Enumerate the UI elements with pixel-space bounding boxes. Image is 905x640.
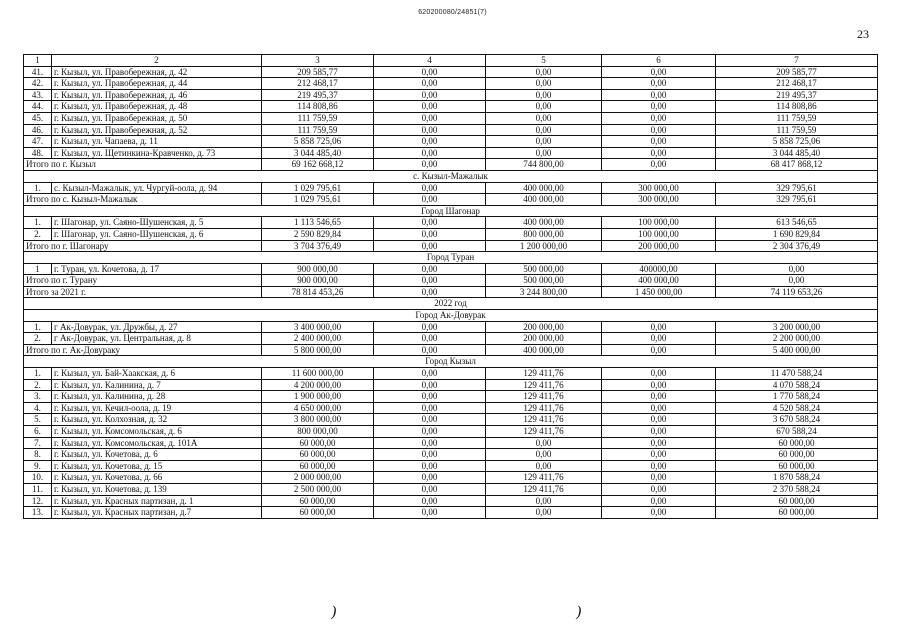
amount-cell: 500 000,00 <box>486 263 602 275</box>
table-row <box>24 507 878 519</box>
amount-cell: 0,00 <box>602 368 716 380</box>
amount-cell: 0,00 <box>602 402 716 414</box>
amount-cell: 200 000,00 <box>486 333 602 345</box>
amount-cell: 209 585,77 <box>262 66 374 78</box>
row-number: 2. <box>24 379 52 391</box>
amount-cell: 100 000,00 <box>602 217 716 229</box>
row-number: 1. <box>24 368 52 380</box>
amount-cell: 0,00 <box>374 495 486 507</box>
address-cell: г Ак-Довурак, ул. Центральная, д. 8 <box>52 333 262 345</box>
table-row <box>24 147 878 159</box>
column-header: 3 <box>262 55 374 67</box>
amount-cell: 212 468,17 <box>716 78 878 90</box>
row-number: 41. <box>24 66 52 78</box>
address-cell: г. Кызыл, ул. Правобережная, д. 50 <box>52 112 262 124</box>
amount-cell: 0,00 <box>486 437 602 449</box>
amount-cell: 3 704 376,49 <box>262 240 374 252</box>
amount-cell: 129 411,76 <box>486 472 602 484</box>
amount-cell: 400 000,00 <box>486 194 602 206</box>
amount-cell: 0,00 <box>374 66 486 78</box>
address-cell: г. Кызыл, ул. Кечил-оола, д. 19 <box>52 402 262 414</box>
row-number: 2. <box>24 228 52 240</box>
amount-cell: 329 795,61 <box>716 182 878 194</box>
amount-cell: 0,00 <box>374 507 486 519</box>
column-header: 4 <box>374 55 486 67</box>
amount-cell: 0,00 <box>602 124 716 136</box>
row-number: 10. <box>24 472 52 484</box>
amount-cell: 111 759,59 <box>716 112 878 124</box>
address-cell: г. Шагонар, ул. Саяно-Шушенская, д. 6 <box>52 228 262 240</box>
table-row <box>24 263 878 275</box>
table-body <box>24 55 878 519</box>
table-row <box>24 89 878 101</box>
amount-cell: 0,00 <box>486 507 602 519</box>
amount-cell: 0,00 <box>374 402 486 414</box>
section-heading-row <box>24 170 878 182</box>
amount-cell: 744 800,00 <box>486 159 602 171</box>
amount-cell: 0,00 <box>374 217 486 229</box>
row-number: 9. <box>24 460 52 472</box>
row-number: 1. <box>24 182 52 194</box>
row-number: 44. <box>24 101 52 113</box>
amount-cell: 0,00 <box>374 426 486 438</box>
amount-cell: 0,00 <box>374 101 486 113</box>
amount-cell: 11 600 000,00 <box>262 368 374 380</box>
amount-cell: 60 000,00 <box>716 449 878 461</box>
column-header: 6 <box>602 55 716 67</box>
amount-cell: 0,00 <box>602 379 716 391</box>
row-number: 7. <box>24 437 52 449</box>
total-label: Итого по г. Кызыл <box>24 159 262 171</box>
signature-mark: ) <box>331 603 337 621</box>
row-number: 3. <box>24 391 52 403</box>
table-row <box>24 402 878 414</box>
section-heading: Город Ак-Довурак <box>24 310 878 322</box>
amount-cell: 0,00 <box>602 321 716 333</box>
amount-cell: 300 000,00 <box>602 182 716 194</box>
row-number: 42. <box>24 78 52 90</box>
amount-cell: 60 000,00 <box>716 437 878 449</box>
table-row <box>24 136 878 148</box>
amount-cell: 0,00 <box>716 275 878 287</box>
row-number: 13. <box>24 507 52 519</box>
amount-cell: 2 590 829,84 <box>262 228 374 240</box>
amount-cell: 400000,00 <box>602 263 716 275</box>
amount-cell: 0,00 <box>374 136 486 148</box>
amount-cell: 300 000,00 <box>602 194 716 206</box>
amount-cell: 74 119 653,26 <box>716 286 878 298</box>
amount-cell: 0,00 <box>374 275 486 287</box>
amount-cell: 0,00 <box>602 472 716 484</box>
amount-cell: 0,00 <box>602 66 716 78</box>
section-heading-row <box>24 205 878 217</box>
amount-cell: 60 000,00 <box>262 507 374 519</box>
amount-cell: 60 000,00 <box>716 507 878 519</box>
amount-cell: 111 759,59 <box>262 124 374 136</box>
amount-cell: 129 411,76 <box>486 368 602 380</box>
amount-cell: 60 000,00 <box>262 460 374 472</box>
address-cell: г. Кызыл, ул. Калинина, д. 7 <box>52 379 262 391</box>
amount-cell: 400 000,00 <box>486 217 602 229</box>
amount-cell: 0,00 <box>374 112 486 124</box>
amount-cell: 0,00 <box>374 240 486 252</box>
amount-cell: 0,00 <box>602 147 716 159</box>
amount-cell: 0,00 <box>602 333 716 345</box>
document-code: 620200080/24851(7) <box>418 9 487 16</box>
total-row <box>24 194 878 206</box>
amount-cell: 0,00 <box>374 286 486 298</box>
row-number: 48. <box>24 147 52 159</box>
section-heading: Город Туран <box>24 252 878 264</box>
budget-table <box>23 54 878 519</box>
address-cell: г. Кызыл, ул. Бай-Хаакская, д. 6 <box>52 368 262 380</box>
amount-cell: 1 770 588,24 <box>716 391 878 403</box>
total-label: Итого по г. Ак-Довураку <box>24 344 262 356</box>
section-heading-row <box>24 310 878 322</box>
address-cell: г. Кызыл, ул. Красных партизан, д. 1 <box>52 495 262 507</box>
address-cell: г. Кызыл, ул. Щетинкина-Кравченко, д. 73 <box>52 147 262 159</box>
amount-cell: 0,00 <box>374 89 486 101</box>
amount-cell: 1 690 829,84 <box>716 228 878 240</box>
row-number: 1. <box>24 217 52 229</box>
amount-cell: 0,00 <box>374 368 486 380</box>
address-cell: г. Кызыл, ул. Калинина, д. 28 <box>52 391 262 403</box>
amount-cell: 2 200 000,00 <box>716 333 878 345</box>
amount-cell: 0,00 <box>374 483 486 495</box>
page-number: 23 <box>857 27 869 41</box>
address-cell: г. Кызыл, ул. Правобережная, д. 48 <box>52 101 262 113</box>
amount-cell: 5 858 725,06 <box>262 136 374 148</box>
amount-cell: 129 411,76 <box>486 426 602 438</box>
table-row <box>24 368 878 380</box>
address-cell: г. Кызыл, ул. Правобережная, д. 52 <box>52 124 262 136</box>
amount-cell: 0,00 <box>602 460 716 472</box>
amount-cell: 400 000,00 <box>486 344 602 356</box>
amount-cell: 400 000,00 <box>602 275 716 287</box>
amount-cell: 0,00 <box>374 344 486 356</box>
amount-cell: 1 113 546,65 <box>262 217 374 229</box>
amount-cell: 0,00 <box>602 344 716 356</box>
amount-cell: 100 000,00 <box>602 228 716 240</box>
amount-cell: 0,00 <box>374 194 486 206</box>
amount-cell: 0,00 <box>374 414 486 426</box>
amount-cell: 5 858 725,06 <box>716 136 878 148</box>
amount-cell: 0,00 <box>602 136 716 148</box>
amount-cell: 0,00 <box>602 78 716 90</box>
amount-cell: 111 759,59 <box>262 112 374 124</box>
amount-cell: 129 411,76 <box>486 391 602 403</box>
amount-cell: 1 450 000,00 <box>602 286 716 298</box>
amount-cell: 219 495,37 <box>716 89 878 101</box>
table-row <box>24 217 878 229</box>
total-label: Итого за 2021 г. <box>24 286 262 298</box>
address-cell: г. Кызыл, ул. Кочетова, д. 6 <box>52 449 262 461</box>
amount-cell: 0,00 <box>602 112 716 124</box>
total-row <box>24 159 878 171</box>
amount-cell: 4 650 000,00 <box>262 402 374 414</box>
row-number: 8. <box>24 449 52 461</box>
address-cell: г. Кызыл, ул. Красных партизан, д.7 <box>52 507 262 519</box>
table-row <box>24 483 878 495</box>
address-cell: г. Кызыл, ул. Комсомольская, д. 6 <box>52 426 262 438</box>
amount-cell: 60 000,00 <box>716 460 878 472</box>
amount-cell: 0,00 <box>486 449 602 461</box>
amount-cell: 129 411,76 <box>486 414 602 426</box>
row-number: 1 <box>24 263 52 275</box>
section-heading-row <box>24 298 878 310</box>
address-cell: г. Кызыл, ул. Правобережная, д. 42 <box>52 66 262 78</box>
amount-cell: 5 800 000,00 <box>262 344 374 356</box>
section-heading-row <box>24 356 878 368</box>
amount-cell: 400 000,00 <box>486 182 602 194</box>
table-row <box>24 333 878 345</box>
amount-cell: 0,00 <box>602 101 716 113</box>
address-cell: г. Туран, ул. Кочетова, д. 17 <box>52 263 262 275</box>
amount-cell: 0,00 <box>374 182 486 194</box>
amount-cell: 3 800 000,00 <box>262 414 374 426</box>
amount-cell: 0,00 <box>486 495 602 507</box>
amount-cell: 11 470 588,24 <box>716 368 878 380</box>
amount-cell: 129 411,76 <box>486 402 602 414</box>
row-number: 2. <box>24 333 52 345</box>
amount-cell: 1 900 000,00 <box>262 391 374 403</box>
amount-cell: 0,00 <box>602 426 716 438</box>
amount-cell: 0,00 <box>374 379 486 391</box>
amount-cell: 0,00 <box>602 507 716 519</box>
table-row <box>24 321 878 333</box>
amount-cell: 0,00 <box>374 124 486 136</box>
address-cell: г. Кызыл, ул. Кочетова, д. 15 <box>52 460 262 472</box>
amount-cell: 800 000,00 <box>486 228 602 240</box>
table-row <box>24 66 878 78</box>
amount-cell: 0,00 <box>486 147 602 159</box>
amount-cell: 5 400 000,00 <box>716 344 878 356</box>
row-number: 5. <box>24 414 52 426</box>
amount-cell: 60 000,00 <box>716 495 878 507</box>
amount-cell: 2 000 000,00 <box>262 472 374 484</box>
amount-cell: 114 808,86 <box>262 101 374 113</box>
amount-cell: 0,00 <box>374 391 486 403</box>
amount-cell: 2 400 000,00 <box>262 333 374 345</box>
amount-cell: 0,00 <box>602 159 716 171</box>
table-row <box>24 101 878 113</box>
amount-cell: 0,00 <box>486 136 602 148</box>
amount-cell: 212 468,17 <box>262 78 374 90</box>
amount-cell: 0,00 <box>486 89 602 101</box>
amount-cell: 0,00 <box>374 472 486 484</box>
amount-cell: 0,00 <box>602 483 716 495</box>
row-number: 11. <box>24 483 52 495</box>
amount-cell: 0,00 <box>602 449 716 461</box>
section-heading-row <box>24 252 878 264</box>
amount-cell: 0,00 <box>486 101 602 113</box>
amount-cell: 0,00 <box>374 449 486 461</box>
row-number: 6. <box>24 426 52 438</box>
row-number: 47. <box>24 136 52 148</box>
amount-cell: 0,00 <box>486 78 602 90</box>
amount-cell: 1 870 588,24 <box>716 472 878 484</box>
total-row <box>24 286 878 298</box>
amount-cell: 0,00 <box>486 460 602 472</box>
table-row <box>24 449 878 461</box>
amount-cell: 3 244 800,00 <box>486 286 602 298</box>
column-header: 5 <box>486 55 602 67</box>
row-number: 46. <box>24 124 52 136</box>
section-heading: с. Кызыл-Мажалык <box>24 170 878 182</box>
amount-cell: 4 200 000,00 <box>262 379 374 391</box>
table-row <box>24 78 878 90</box>
address-cell: г. Кызыл, ул. Комсомольская, д. 101А <box>52 437 262 449</box>
column-number-header-row <box>24 55 878 67</box>
amount-cell: 613 546,65 <box>716 217 878 229</box>
amount-cell: 114 808,86 <box>716 101 878 113</box>
amount-cell: 2 304 376,49 <box>716 240 878 252</box>
amount-cell: 900 000,00 <box>262 275 374 287</box>
total-row <box>24 344 878 356</box>
amount-cell: 219 495,37 <box>262 89 374 101</box>
address-cell: г. Кызыл, ул. Кочетова, д. 139 <box>52 483 262 495</box>
amount-cell: 0,00 <box>374 159 486 171</box>
amount-cell: 0,00 <box>374 228 486 240</box>
table-row <box>24 472 878 484</box>
table-row <box>24 414 878 426</box>
address-cell: г. Кызыл, ул. Кочетова, д. 66 <box>52 472 262 484</box>
section-heading: Город Шагонар <box>24 205 878 217</box>
amount-cell: 0,00 <box>374 321 486 333</box>
amount-cell: 4 520 588,24 <box>716 402 878 414</box>
amount-cell: 3 670 588,24 <box>716 414 878 426</box>
amount-cell: 0,00 <box>602 437 716 449</box>
total-label: Итого по с. Кызыл-Мажалык <box>24 194 262 206</box>
address-cell: г. Шагонар, ул. Саяно-Шушенская, д. 5 <box>52 217 262 229</box>
column-header: 7 <box>716 55 878 67</box>
amount-cell: 0,00 <box>602 495 716 507</box>
amount-cell: 3 044 485,40 <box>716 147 878 159</box>
amount-cell: 900 000,00 <box>262 263 374 275</box>
amount-cell: 3 200 000,00 <box>716 321 878 333</box>
amount-cell: 4 070 588,24 <box>716 379 878 391</box>
table-row <box>24 426 878 438</box>
row-number: 43. <box>24 89 52 101</box>
row-number: 12. <box>24 495 52 507</box>
amount-cell: 0,00 <box>486 112 602 124</box>
amount-cell: 0,00 <box>374 78 486 90</box>
amount-cell: 68 417 868,12 <box>716 159 878 171</box>
address-cell: г. Кызыл, ул. Правобережная, д. 44 <box>52 78 262 90</box>
amount-cell: 800 000,00 <box>262 426 374 438</box>
total-label: Итого по г. Турану <box>24 275 262 287</box>
amount-cell: 200 000,00 <box>602 240 716 252</box>
amount-cell: 0,00 <box>374 147 486 159</box>
table-row <box>24 182 878 194</box>
signature-mark: ) <box>576 603 582 621</box>
amount-cell: 60 000,00 <box>262 437 374 449</box>
amount-cell: 0,00 <box>486 124 602 136</box>
amount-cell: 0,00 <box>716 263 878 275</box>
column-header: 2 <box>52 55 262 67</box>
address-cell: с. Кызыл-Мажалык, ул. Чургуй-оола, д. 94 <box>52 182 262 194</box>
amount-cell: 500 000,00 <box>486 275 602 287</box>
amount-cell: 129 411,76 <box>486 483 602 495</box>
total-label: Итого по г. Шагонару <box>24 240 262 252</box>
section-heading: Город Кызыл <box>24 356 878 368</box>
amount-cell: 69 162 668,12 <box>262 159 374 171</box>
amount-cell: 60 000,00 <box>262 495 374 507</box>
column-header: 1 <box>24 55 52 67</box>
amount-cell: 0,00 <box>602 391 716 403</box>
row-number: 4. <box>24 402 52 414</box>
amount-cell: 111 759,59 <box>716 124 878 136</box>
address-cell: г Ак-Довурак, ул. Дружбы, д. 27 <box>52 321 262 333</box>
table-row <box>24 391 878 403</box>
total-row <box>24 240 878 252</box>
amount-cell: 60 000,00 <box>262 449 374 461</box>
address-cell: г. Кызыл, ул. Чапаева, д. 11 <box>52 136 262 148</box>
row-number: 1. <box>24 321 52 333</box>
section-heading: 2022 год <box>24 298 878 310</box>
amount-cell: 0,00 <box>602 89 716 101</box>
address-cell: г. Кызыл, ул. Правобережная, д. 46 <box>52 89 262 101</box>
amount-cell: 0,00 <box>374 263 486 275</box>
amount-cell: 670 588,24 <box>716 426 878 438</box>
amount-cell: 1 029 795,61 <box>262 182 374 194</box>
amount-cell: 78 814 453,26 <box>262 286 374 298</box>
amount-cell: 200 000,00 <box>486 321 602 333</box>
amount-cell: 209 585,77 <box>716 66 878 78</box>
amount-cell: 0,00 <box>374 333 486 345</box>
table-row <box>24 379 878 391</box>
table-row <box>24 124 878 136</box>
amount-cell: 329 795,61 <box>716 194 878 206</box>
amount-cell: 0,00 <box>374 437 486 449</box>
amount-cell: 2 500 000,00 <box>262 483 374 495</box>
amount-cell: 0,00 <box>602 414 716 426</box>
table-row <box>24 460 878 472</box>
table-row <box>24 437 878 449</box>
amount-cell: 3 400 000,00 <box>262 321 374 333</box>
table-row <box>24 495 878 507</box>
amount-cell: 2 370 588,24 <box>716 483 878 495</box>
table-row <box>24 228 878 240</box>
amount-cell: 1 200 000,00 <box>486 240 602 252</box>
total-row <box>24 275 878 287</box>
amount-cell: 3 044 485,40 <box>262 147 374 159</box>
amount-cell: 0,00 <box>486 66 602 78</box>
address-cell: г. Кызыл, ул. Колхозная, д. 32 <box>52 414 262 426</box>
amount-cell: 0,00 <box>374 460 486 472</box>
amount-cell: 129 411,76 <box>486 379 602 391</box>
table-row <box>24 112 878 124</box>
row-number: 45. <box>24 112 52 124</box>
amount-cell: 1 029 795,61 <box>262 194 374 206</box>
